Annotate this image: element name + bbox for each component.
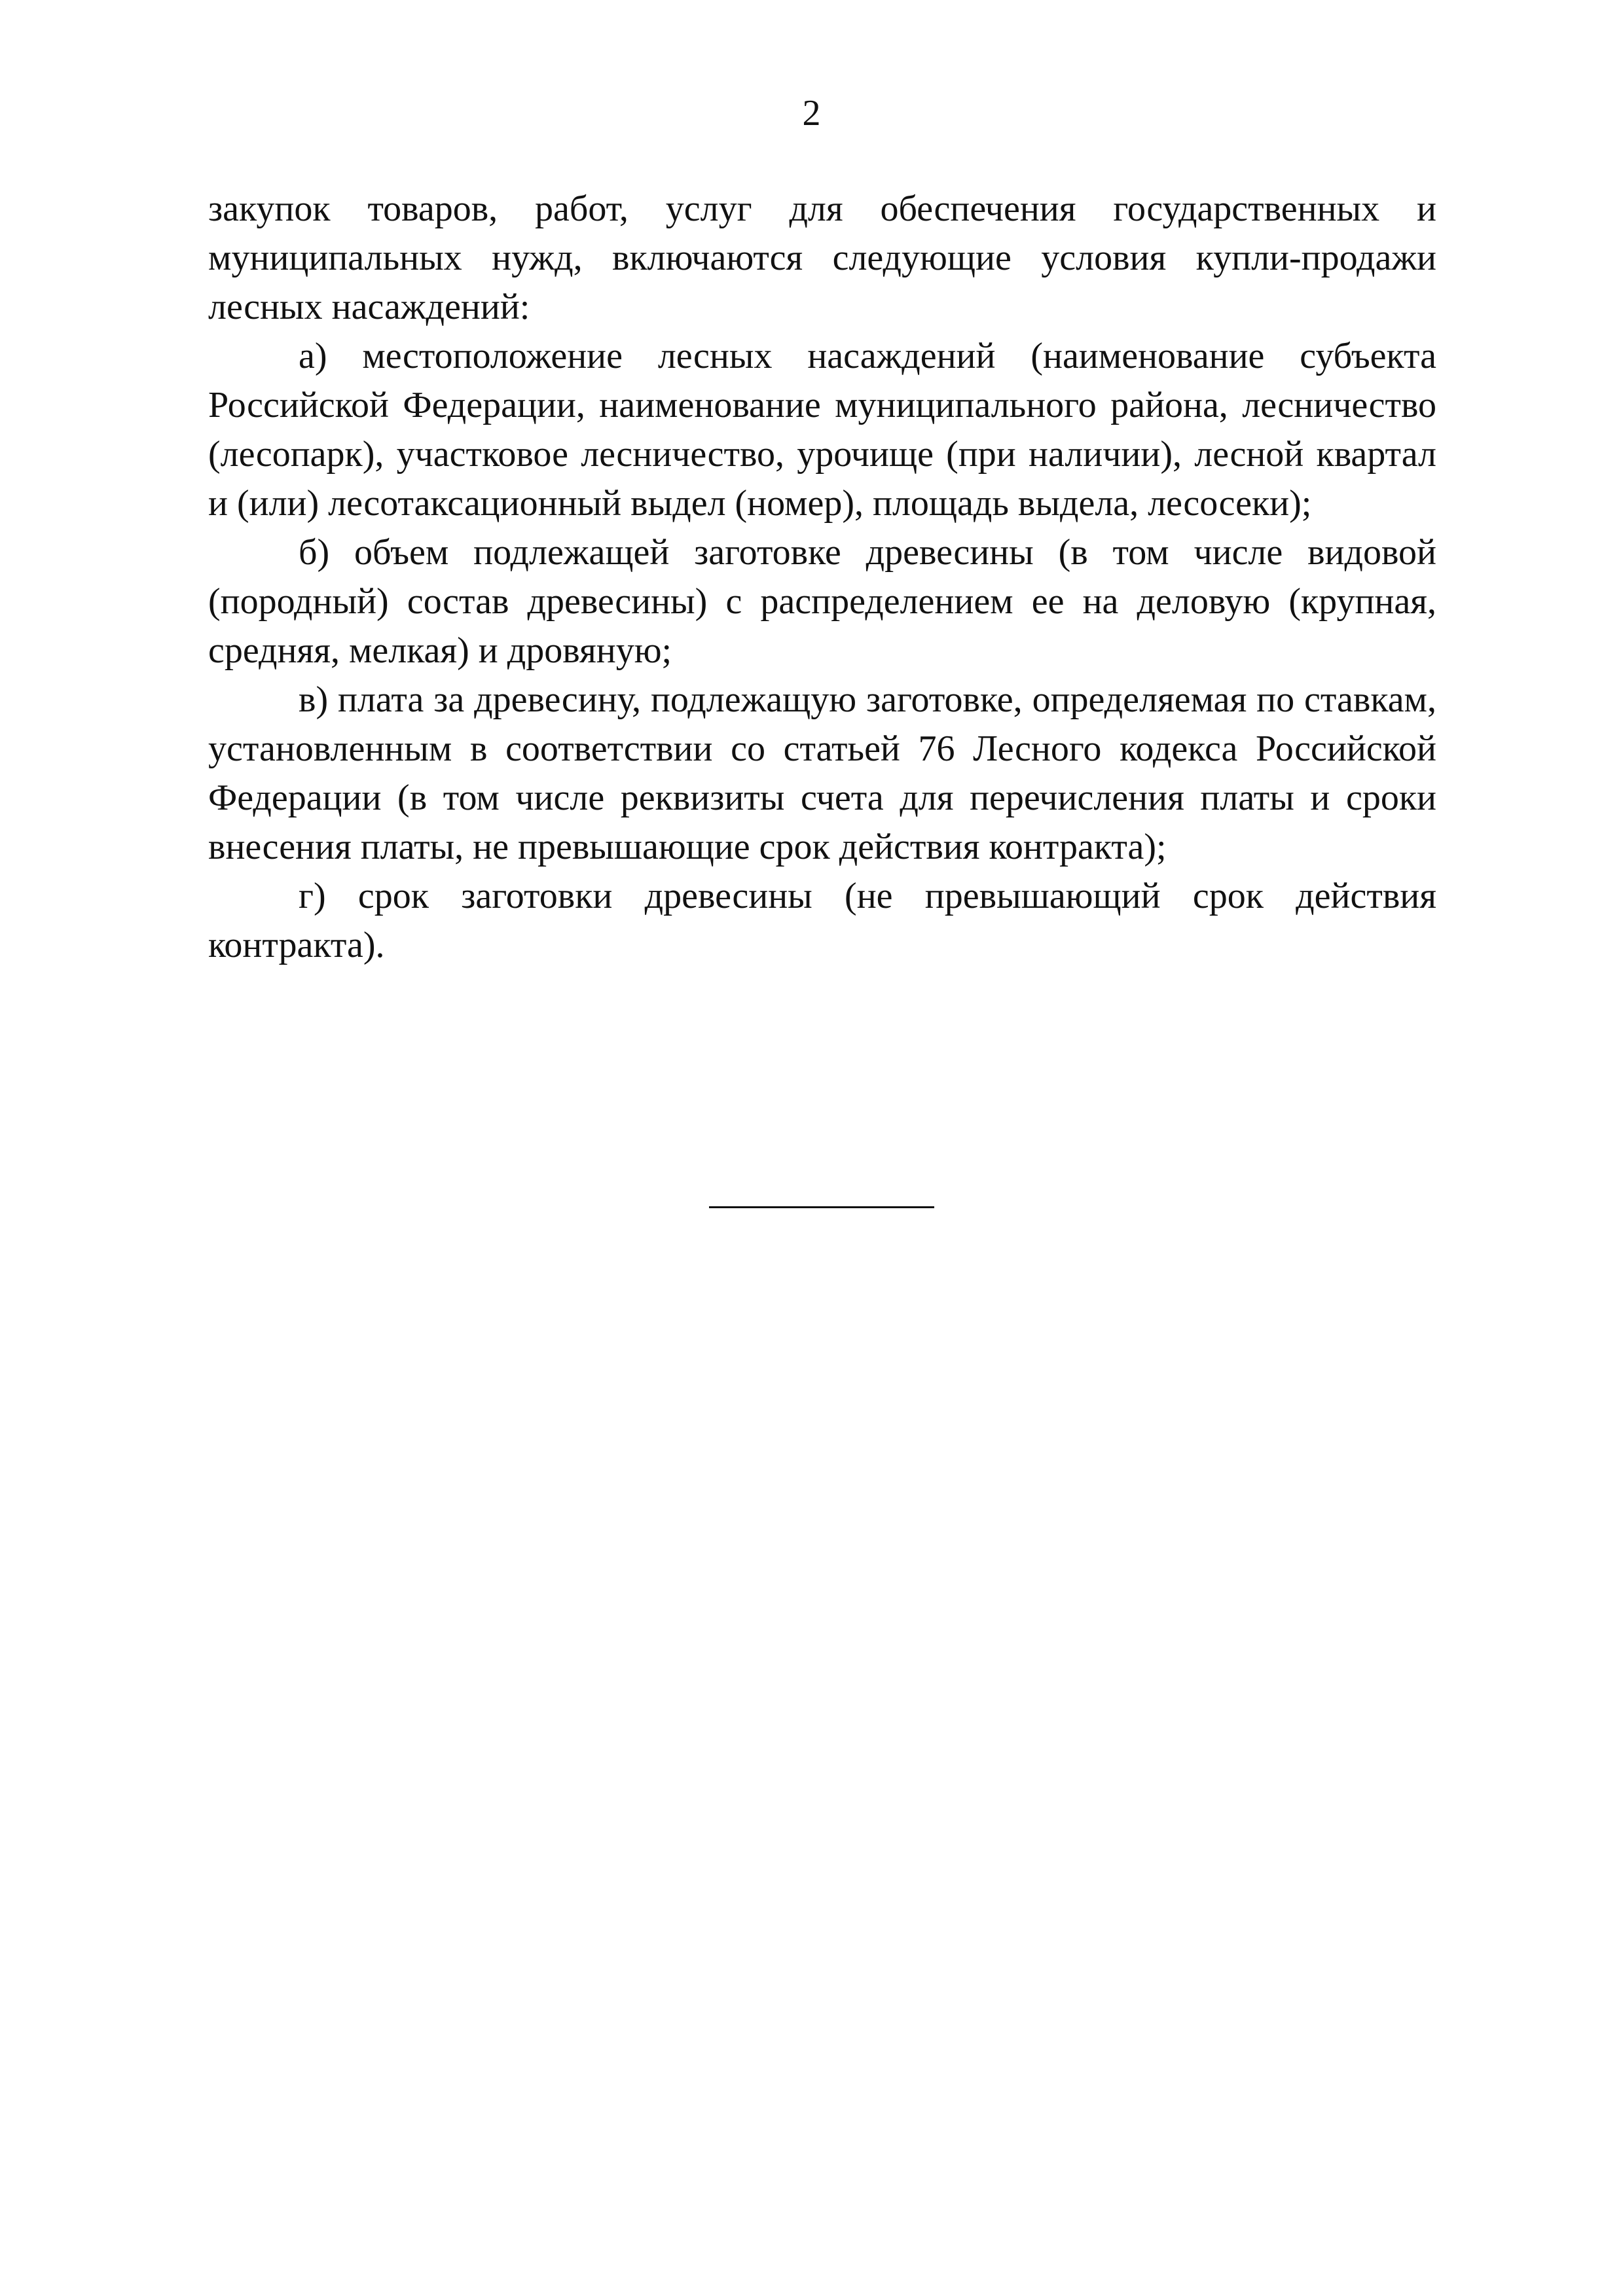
paragraph-item-g: г) срок заготовки древесины (не превышающий срок действия контракта). (208, 876, 1436, 965)
paragraph-item-a: а) местоположение лесных насаждений (наименование субъекта Российской Федерации, наименование муниципального района, лесничество (лесопарк), участковое лесничество, урочище (при наличии), лесной квартал и (или) лесотаксационный выдел (номер), площадь выдела, лесосеки); (208, 336, 1436, 524)
paragraph-intro: закупок товаров, работ, услуг для обеспечения государственных и муниципальных нужд, включаются следующие условия купли-продажи лесных насаждений: (208, 188, 1436, 327)
paragraph-item-b: б) объем подлежащей заготовке древесины (в том числе видовой (породный) состав древесины) с распределением ее на деловую (крупная, средняя, мелкая) и дровяную; (208, 532, 1436, 671)
document-body (208, 185, 1436, 970)
end-separator-line (709, 1206, 934, 1208)
page-number: 2 (802, 93, 821, 134)
paragraph-item-v: в) плата за древесину, подлежащую заготовке, определяемая по ставкам, установленным в соответствии со статьей 76 Лесного кодекса Российской Федерации (в том числе реквизиты счета для перечисления платы и сроки внесения платы, не превышающие срок действия контракта); (208, 679, 1436, 867)
